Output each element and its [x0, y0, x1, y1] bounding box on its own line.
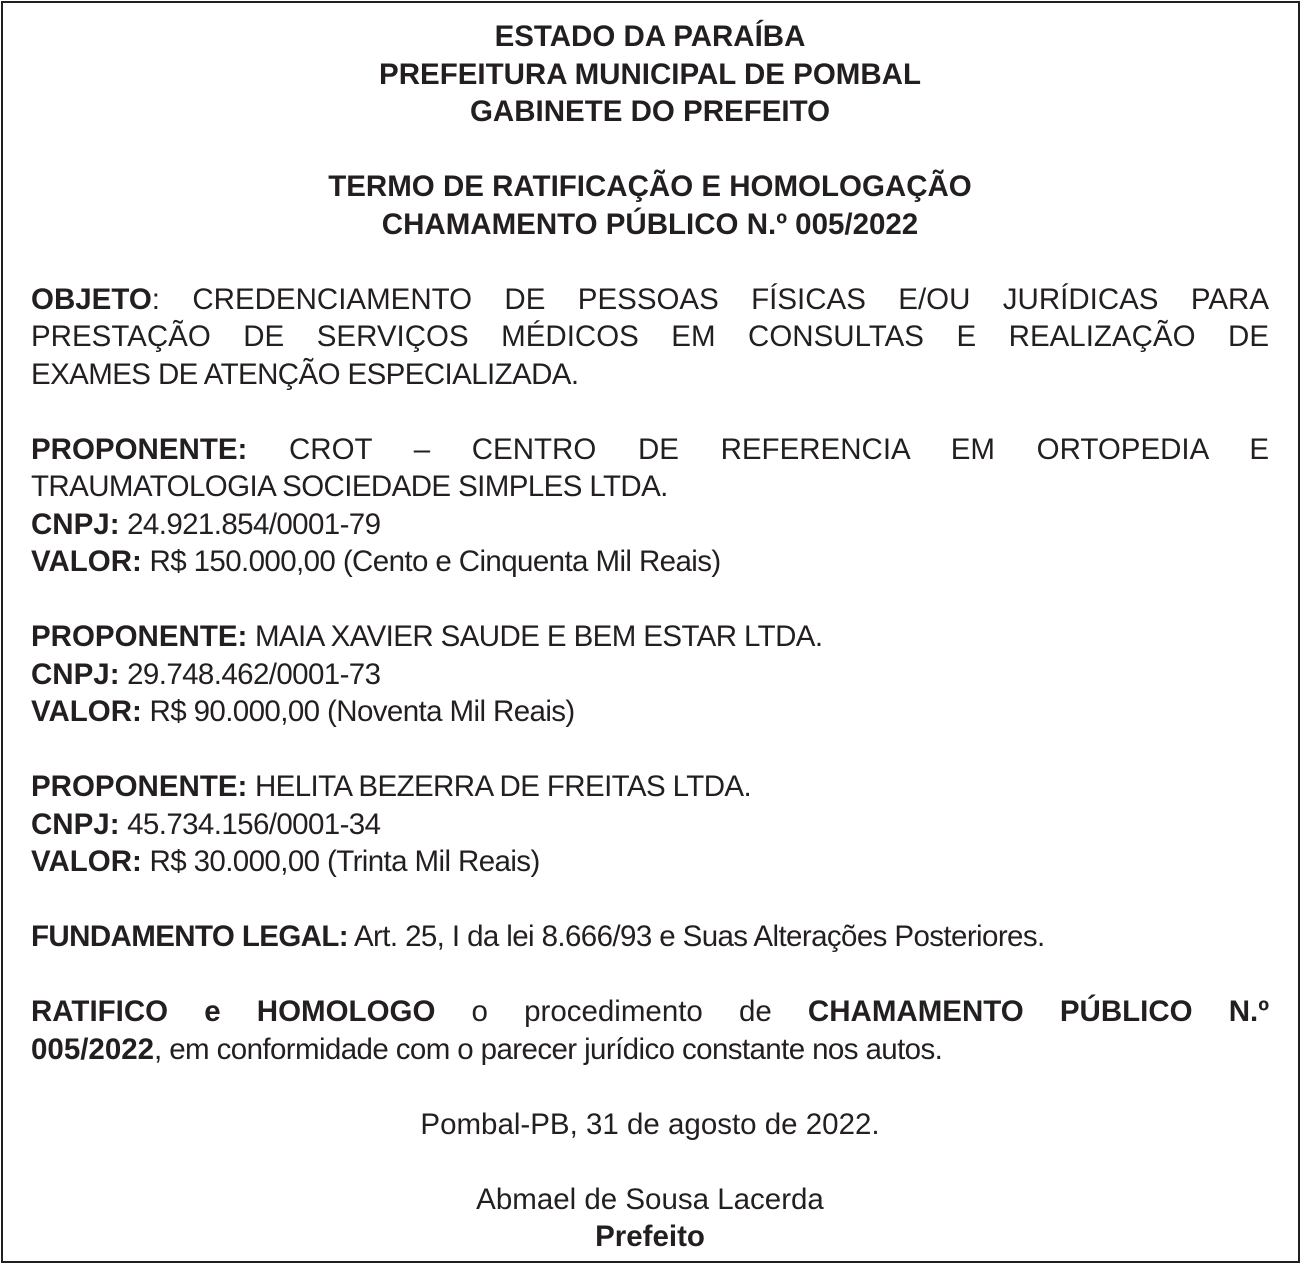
ratifico-text: o procedimento de: [435, 995, 808, 1028]
document-header: [31, 18, 1269, 131]
objeto-text-line3: EXAMES DE ATENÇÃO ESPECIALIZADA.: [31, 357, 579, 391]
cnpj-value: 45.734.156/0001-34: [119, 807, 381, 841]
proponente-label: PROPONENTE:: [31, 770, 248, 803]
valor-label: VALOR:: [31, 545, 142, 578]
proponente-block: [31, 768, 1269, 881]
document-body: [31, 18, 1269, 1256]
title-term: TERMO DE RATIFICAÇÃO E HOMOLOGAÇÃO: [328, 170, 972, 203]
objeto-section: [31, 281, 1269, 394]
objeto-text-line1: : CREDENCIAMENTO DE PESSOAS FÍSICAS E/OU JURÍDICAS PARA: [151, 282, 1269, 316]
proponente-block: [31, 618, 1269, 731]
valor-label: VALOR:: [31, 845, 142, 878]
signature-block: [31, 1181, 1269, 1256]
fundamento-text: Art. 25, I da lei 8.666/93 e Suas Alterações Posteriores.: [348, 920, 1045, 953]
cnpj-value: 29.748.462/0001-73: [119, 657, 381, 691]
ratifico-text-end: , em conformidade com o parecer jurídico constante nos autos.: [154, 1032, 943, 1066]
proponente-name: HELITA BEZERRA DE FREITAS LTDA.: [247, 770, 752, 803]
proponente-name-cont: TRAUMATOLOGIA SOCIEDADE SIMPLES LTDA.: [31, 470, 668, 503]
ratifico-bold: RATIFICO e HOMOLOGO: [31, 995, 436, 1028]
fundamento-label: FUNDAMENTO LEGAL:: [31, 920, 349, 953]
fundamento-section: [31, 918, 1269, 956]
cnpj-label: CNPJ:: [31, 657, 120, 691]
cnpj-value: 24.921.854/0001-79: [119, 507, 381, 541]
header-municipality: PREFEITURA MUNICIPAL DE POMBAL: [379, 57, 921, 91]
ratifico-call-number: 005/2022: [31, 1032, 155, 1066]
valor-value: R$ 30.000,00 (Trinta Mil Reais): [141, 845, 540, 878]
valor-value: R$ 90.000,00 (Noventa Mil Reais): [141, 695, 575, 728]
proponente-block: [31, 431, 1269, 581]
valor-value: R$ 150.000,00 (Cento e Cinquenta Mil Reais): [141, 545, 721, 578]
header-state: ESTADO DA PARAÍBA: [494, 20, 806, 53]
proponente-name: CROT – CENTRO DE REFERENCIA EM ORTOPEDIA E: [247, 432, 1269, 466]
title-call: CHAMAMENTO PÚBLICO N.º 005/2022: [381, 207, 919, 241]
header-office: GABINETE DO PREFEITO: [469, 95, 831, 128]
ratification-section: [31, 993, 1269, 1068]
objeto-label: OBJETO: [31, 282, 152, 316]
ratifico-call-ref: CHAMAMENTO PÚBLICO N.º: [807, 995, 1269, 1028]
signatory-role: Prefeito: [595, 1220, 705, 1253]
proponente-name: MAIA XAVIER SAUDE E BEM ESTAR LTDA.: [247, 620, 823, 653]
proponente-label: PROPONENTE:: [31, 432, 248, 466]
cnpj-label: CNPJ:: [31, 507, 120, 541]
place-date: Pombal-PB, 31 de agosto de 2022.: [420, 1107, 880, 1141]
proponente-label: PROPONENTE:: [31, 620, 248, 653]
objeto-text-line2: PRESTAÇÃO DE SERVIÇOS MÉDICOS EM CONSULTAS E REALIZAÇÃO DE: [31, 320, 1269, 353]
cnpj-label: CNPJ:: [31, 807, 120, 841]
signatory-name: Abmael de Sousa Lacerda: [476, 1182, 824, 1216]
document-title: [31, 168, 1269, 243]
valor-label: VALOR:: [31, 695, 142, 728]
